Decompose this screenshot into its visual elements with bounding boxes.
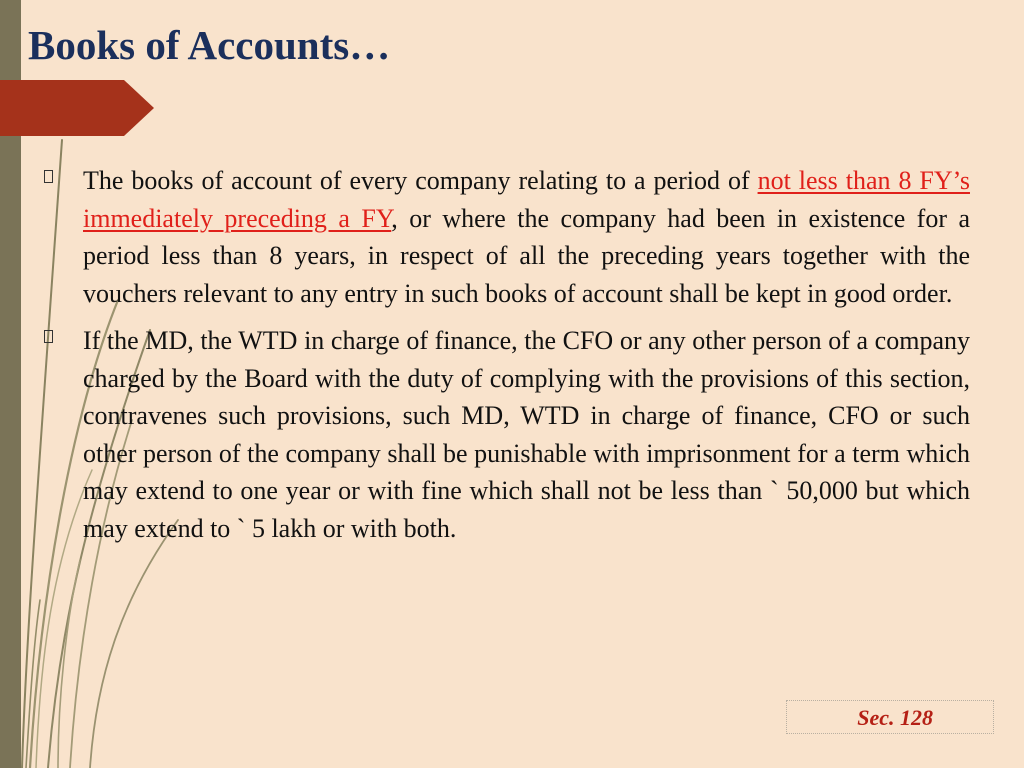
title-arrow-tab [0,80,154,136]
bullet-item [44,162,970,312]
slide-content [44,162,970,557]
bullet-text: If the MD, the WTD in charge of finance, the CFO or any other person of a company charged by the Board with the duty of complying with the provisions of this section, contravenes such provisions, such MD, WTD in charge of finance, CFO or such other person of the company shall be punishable with imprisonment for a term which may extend to one year or with fine which shall not be less than ` 50,000 but which may extend to ` 5 lakh or with both. [83,326,970,543]
bullet-text-end: , or where the company had been in existence for a period less than 8 years, in respect of all the preceding years together with the vouchers relevant to any entry in such books of account shall be kept in good order. [83,203,970,308]
highlighted-period-text: not less than 8 FY’s immediately preceding a FY [83,166,970,233]
section-reference-label: Sec. 128 [857,705,933,730]
slide-title: Books of Accounts… [28,22,391,68]
bullet-square-icon [44,330,53,343]
bullet-item [44,322,970,547]
bullet-text-start: The books of account of every company relating to a period of [83,166,758,195]
bullet-square-icon [44,170,53,183]
bullet-text [83,162,970,312]
section-reference-box [786,700,994,734]
